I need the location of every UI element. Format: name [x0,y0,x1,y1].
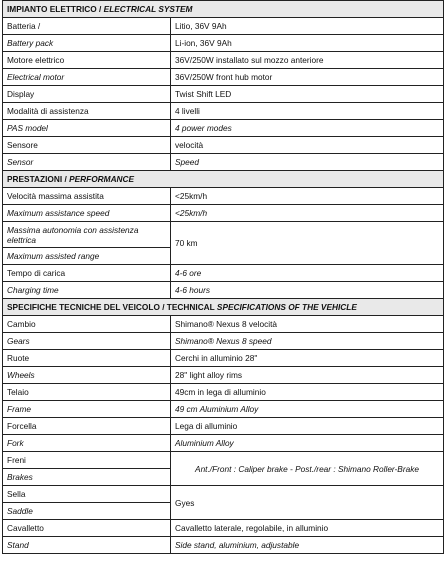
row-label: Ruote [3,350,171,367]
table-row [3,222,444,248]
table-row [3,103,444,120]
section-header-performance [3,171,444,188]
table-row [3,350,444,367]
row-value: 4 livelli [171,103,444,120]
row-label: Maximum assisted range [3,248,171,265]
table-row [3,384,444,401]
specifications-table [2,0,444,554]
row-value: <25km/h [171,205,444,222]
section-title-it: SPECIFICHE TECNICHE DEL VEICOLO / TECHNICAL [7,302,217,312]
table-row [3,435,444,452]
section-title [3,299,444,316]
row-value: 49 cm Aluminium Alloy [171,401,444,418]
row-value: 36V/250W installato sul mozzo anteriore [171,52,444,69]
table-row [3,265,444,282]
row-label: PAS model [3,120,171,137]
row-label: Battery pack [3,35,171,52]
row-value: 4 power modes [171,120,444,137]
row-label: Maximum assistance speed [3,205,171,222]
row-value: 70 km [171,222,444,265]
section-title-en: SPECIFICATIONS OF THE VEHICLE [216,302,357,312]
row-label: Telaio [3,384,171,401]
table-row [3,205,444,222]
row-label: Fork [3,435,171,452]
row-label: Batteria / [3,18,171,35]
table-row [3,35,444,52]
row-label: Charging time [3,282,171,299]
row-label: Brakes [3,469,171,486]
row-label: Modalità di assistenza [3,103,171,120]
section-title-en: ELECTRICAL SYSTEM [103,4,193,14]
row-value: <25km/h [171,188,444,205]
row-label: Saddle [3,503,171,520]
table-row [3,188,444,205]
row-value: Side stand, aluminium, adjustable [171,537,444,554]
row-label: Forcella [3,418,171,435]
table-row [3,333,444,350]
section-title-en: PERFORMANCE [69,174,135,184]
row-value: Lega di alluminio [171,418,444,435]
section-title [3,1,444,18]
row-label: Stand [3,537,171,554]
row-value: Cerchi in alluminio 28" [171,350,444,367]
row-label: Freni [3,452,171,469]
row-value: Twist Shift LED [171,86,444,103]
table-row [3,537,444,554]
table-row [3,18,444,35]
row-value: Speed [171,154,444,171]
table-row [3,282,444,299]
row-value: Aluminium Alloy [171,435,444,452]
row-label: Motore elettrico [3,52,171,69]
row-label: Tempo di carica [3,265,171,282]
section-title [3,171,444,188]
row-label: Sensore [3,137,171,154]
row-value: Gyes [171,486,444,520]
row-value: 36V/250W front hub motor [171,69,444,86]
row-label: Wheels [3,367,171,384]
table-row [3,401,444,418]
row-value: velocità [171,137,444,154]
table-row [3,86,444,103]
row-label: Sella [3,486,171,503]
row-value: 4-6 ore [171,265,444,282]
section-title-it: IMPIANTO ELETTRICO / [7,4,104,14]
table-row [3,137,444,154]
row-label: Massima autonomia con assistenza elettrica [3,222,171,248]
row-value: Litio, 36V 9Ah [171,18,444,35]
section-title-it: PRESTAZIONI / [7,174,70,184]
row-value: 28" light alloy rims [171,367,444,384]
row-label: Velocità massima assistita [3,188,171,205]
table-row [3,418,444,435]
row-value: Shimano® Nexus 8 velocità [171,316,444,333]
row-value: 4-6 hours [171,282,444,299]
row-label: Display [3,86,171,103]
section-header-electrical [3,1,444,18]
row-label: Cambio [3,316,171,333]
table-row [3,120,444,137]
row-label: Frame [3,401,171,418]
row-label: Electrical motor [3,69,171,86]
row-label: Sensor [3,154,171,171]
row-label: Gears [3,333,171,350]
table-row [3,367,444,384]
table-row [3,52,444,69]
row-value: Li-ion, 36V 9Ah [171,35,444,52]
table-row [3,520,444,537]
row-value: Ant./Front : Caliper brake - Post./rear : Shimano Roller-Brake [171,452,444,486]
table-row [3,69,444,86]
table-row [3,486,444,503]
table-row [3,316,444,333]
section-header-vehicle [3,299,444,316]
row-value: Cavalletto laterale, regolabile, in alluminio [171,520,444,537]
table-row [3,452,444,469]
table-row [3,154,444,171]
row-label: Cavalletto [3,520,171,537]
row-value: 49cm in lega di alluminio [171,384,444,401]
row-value: Shimano® Nexus 8 speed [171,333,444,350]
